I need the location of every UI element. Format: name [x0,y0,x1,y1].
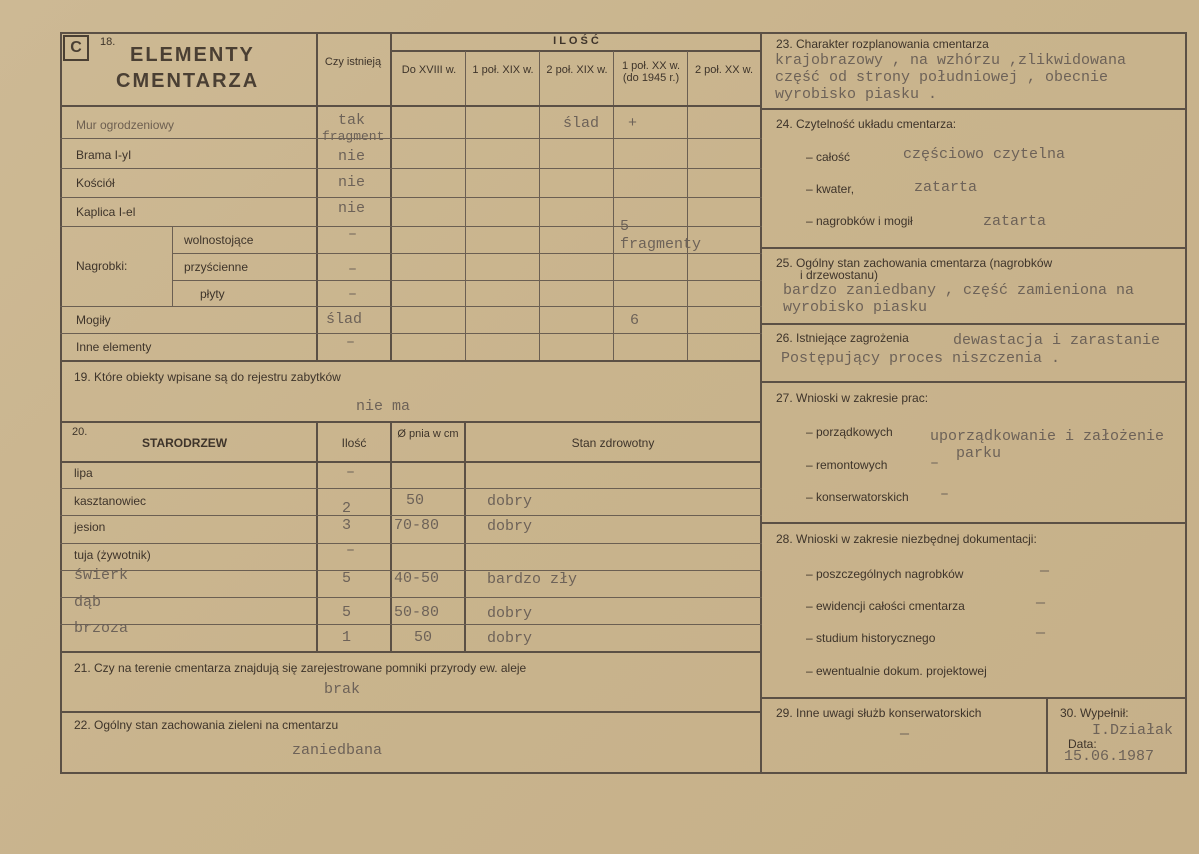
s27-value-konserwatorskich: – [940,486,950,503]
s26-answer-line2: Postępujący proces niszczenia . [781,350,1061,367]
s18-grid [172,226,173,306]
tree-diameter: 40-50 [394,570,440,587]
s18-grid [60,360,762,362]
s29-question: 29. Inne uwagi służb konserwatorskich [776,706,982,720]
tree-diameter: 50 [414,629,433,646]
s18-grid [687,51,688,360]
s19-question: 19. Które obiekty wpisane są do rejestru zabytków [74,370,341,384]
col-header-2xix: 2 poł. XIX w. [546,64,608,76]
s23-answer-line3: wyrobisko piasku . [775,86,938,103]
s18-exists-header: Czy istnieją [324,56,382,68]
s20-grid [464,421,466,651]
s23-question: 23. Charakter rozplanowania cmentarza [776,37,989,51]
row-inne-value: – [346,334,356,351]
row-kaplica-value: nie [338,200,366,217]
tree-qty: – [346,464,356,481]
s18-grid [60,333,762,334]
s18-grid [60,138,762,139]
tree-qty: 5 [342,604,352,621]
s20-header-qty: Ilość [341,436,367,450]
tree-name: kasztanowiec [74,494,147,508]
s19-bottom-line [60,421,762,423]
row-wolnostojace-value: – [348,226,358,243]
row-nagrobki-label: Nagrobki: [76,259,128,273]
s20-grid [60,624,762,625]
s20-grid [60,543,762,544]
s18-grid [465,51,466,360]
s27-label-remontowych: – remontowych [806,458,888,472]
s18-title-line1: ELEMENTY [130,44,255,66]
s25-question-line2: i drzewostanu) [800,268,879,282]
s18-title-line2: CMENTARZA [116,70,260,92]
s22-answer: zaniedbana [292,742,383,759]
row-przyscienne-label: przyścienne [184,260,249,274]
column-divider [760,32,762,774]
tree-qty: 5 [342,570,352,587]
s20-grid [316,421,318,651]
row-inne-label: Inne elementy [76,340,152,354]
s18-grid [60,306,762,307]
row-mogily-value: ślad [326,311,363,328]
s28-bottom-line [760,697,1187,699]
s29-answer: — [900,726,910,743]
s27-label-konserwatorskich: – konserwatorskich [806,490,909,504]
s26-answer-line1: dewastacja i zarastanie [953,332,1161,349]
row-wolnostojace-1xx: 5 fragmenty [620,218,702,253]
s18-grid [60,197,762,198]
s24-label-kwater: – kwater, [806,182,855,196]
s30-date-label: Data: [1068,737,1097,751]
s25-bottom-line [760,323,1187,325]
s25-question-line1: 25. Ogólny stan zachowania cmentarza (nagrobków [776,256,1053,270]
s18-grid [60,168,762,169]
row-brama-value: nie [338,148,366,165]
tree-qty: – [346,542,356,559]
frame-top [60,32,1187,34]
row-przyscienne-value: – [348,261,358,278]
tree-qty: 3 [342,517,352,534]
s20-grid [60,651,762,653]
s27-value-porzadkowych: uporządkowanie i założenie [930,428,1165,445]
tree-qty: 2 [342,500,352,517]
tree-health: dobry [487,630,533,647]
s23-answer-line1: krajobrazowy , na wzhórzu ,zlikwidowana [775,52,1127,69]
tree-name: tuja (żywotnik) [74,548,151,562]
s24-value-kwater: zatarta [914,179,978,196]
tree-diameter: 50-80 [394,604,440,621]
tree-name: lipa [74,466,93,480]
tree-health: dobry [487,518,533,535]
s23-bottom-line [760,108,1187,110]
tree-health: dobry [487,605,533,622]
s19-answer: nie ma [356,398,411,415]
s20-grid [60,461,762,463]
row-mogily-1xx: 6 [630,312,640,329]
s25-answer-line2: wyrobisko piasku [783,299,928,316]
row-mogily-label: Mogiły [76,313,111,327]
s18-grid [390,50,762,52]
s18-grid [539,51,540,360]
frame-right [1185,32,1187,774]
tree-name: jesion [74,520,106,534]
col-header-1xix: 1 poł. XIX w. [472,64,534,76]
s20-number: 20. [72,426,88,438]
row-kosciol-value: nie [338,174,366,191]
s21-answer: brak [324,681,361,698]
tree-health: bardzo zły [487,571,578,588]
s27-value-porzadkowych-line2: parku [956,445,1002,462]
s28-item: – studium historycznego [806,631,936,645]
s20-header-health: Stan zdrowotny [571,436,655,450]
tree-qty: 1 [342,629,352,646]
row-kosciol-label: Kościół [76,176,115,190]
s20-header-diameter: Ø pnia w cm [397,428,459,440]
col-header-1xx: 1 poł. XX w. (do 1945 r.) [621,60,681,84]
s20-grid [60,597,762,598]
s18-grid [60,105,762,107]
s24-question: 24. Czytelność układu cmentarza: [776,117,957,131]
s22-question: 22. Ogólny stan zachowania zieleni na cmentarzu [74,718,339,732]
col-header-2xx: 2 poł. XX w. [694,64,754,76]
s18-quantity-header: I L O Ś Ć [553,35,599,47]
s24-label-calosc: – całość [806,150,851,164]
row-brama-label: Brama I-yI [76,148,132,162]
row-plyty-label: płyty [200,287,225,301]
s20-title: STARODRZEW [142,436,228,450]
row-brama-value-fragment: fragment [322,129,385,144]
s28-item-value: — [1036,625,1046,642]
col-header-xviii: Do XVIII w. [401,64,457,76]
s26-bottom-line [760,381,1187,383]
row-mur-value: tak [338,112,366,129]
s24-value-nagrobkow: zatarta [983,213,1047,230]
s28-item: – ewidencji całości cmentarza [806,599,965,613]
s18-number: 18. [100,36,116,48]
tree-name: świerk [74,567,129,584]
s18-grid [390,32,392,360]
s20-grid [390,421,392,651]
s18-grid [172,280,762,281]
tree-name: brzoza [74,620,129,637]
s20-grid [60,488,762,489]
frame-left [60,32,62,774]
s25-answer-line1: bardzo zaniedbany , część zamieniona na [783,282,1135,299]
s30-filled-by-label: 30. Wypełnił: [1060,706,1129,720]
s27-value-remontowych: – [930,455,940,472]
s27-label-porzadkowych: – porządkowych [806,425,893,439]
s26-question: 26. Istniejące zagrożenia [776,331,909,345]
s27-question: 27. Wnioski w zakresie prac: [776,391,929,405]
s24-value-calosc: częściowo czytelna [903,146,1066,163]
s30-date-value: 15.06.1987 [1064,748,1155,765]
s21-bottom-line [60,711,762,713]
s23-answer-line2: część od strony południowej , obecnie [775,69,1109,86]
tree-name: dąb [74,594,102,611]
s29-s30-divider [1046,697,1048,774]
tree-health: dobry [487,493,533,510]
row-kaplica-label: Kaplica I-el [76,205,136,219]
tree-diameter: 70-80 [394,517,440,534]
row-plyty-value: – [348,286,358,303]
s27-bottom-line [760,522,1187,524]
s24-label-nagrobkow: – nagrobków i mogił [806,214,913,228]
frame-bottom [60,772,1187,774]
s28-question: 28. Wnioski w zakresie niezbędnej dokumentacji: [776,532,1037,546]
s28-item-value: — [1040,563,1050,580]
s21-question: 21. Czy na terenie cmentarza znajdują się zarejestrowane pomniki przyrody ew. aleje [74,661,527,675]
row-mur-2xix: ślad [563,115,600,132]
s18-grid [316,32,318,360]
tree-diameter: 50 [406,492,425,509]
s28-item-value: — [1036,595,1046,612]
s28-item: – poszczególnych nagrobków [806,567,964,581]
section-letter: C [63,35,89,61]
s24-bottom-line [760,247,1187,249]
row-mur-1xx: + [628,115,638,132]
row-wolnostojace-label: wolnostojące [184,233,254,247]
s18-grid [613,51,614,360]
s20-grid [60,515,762,516]
s30-filled-by-name: I.Działak [1092,722,1174,739]
s28-item: – ewentualnie dokum. projektowej [806,664,987,678]
row-mur-label: Mur ogrodzeniowy [76,118,175,132]
